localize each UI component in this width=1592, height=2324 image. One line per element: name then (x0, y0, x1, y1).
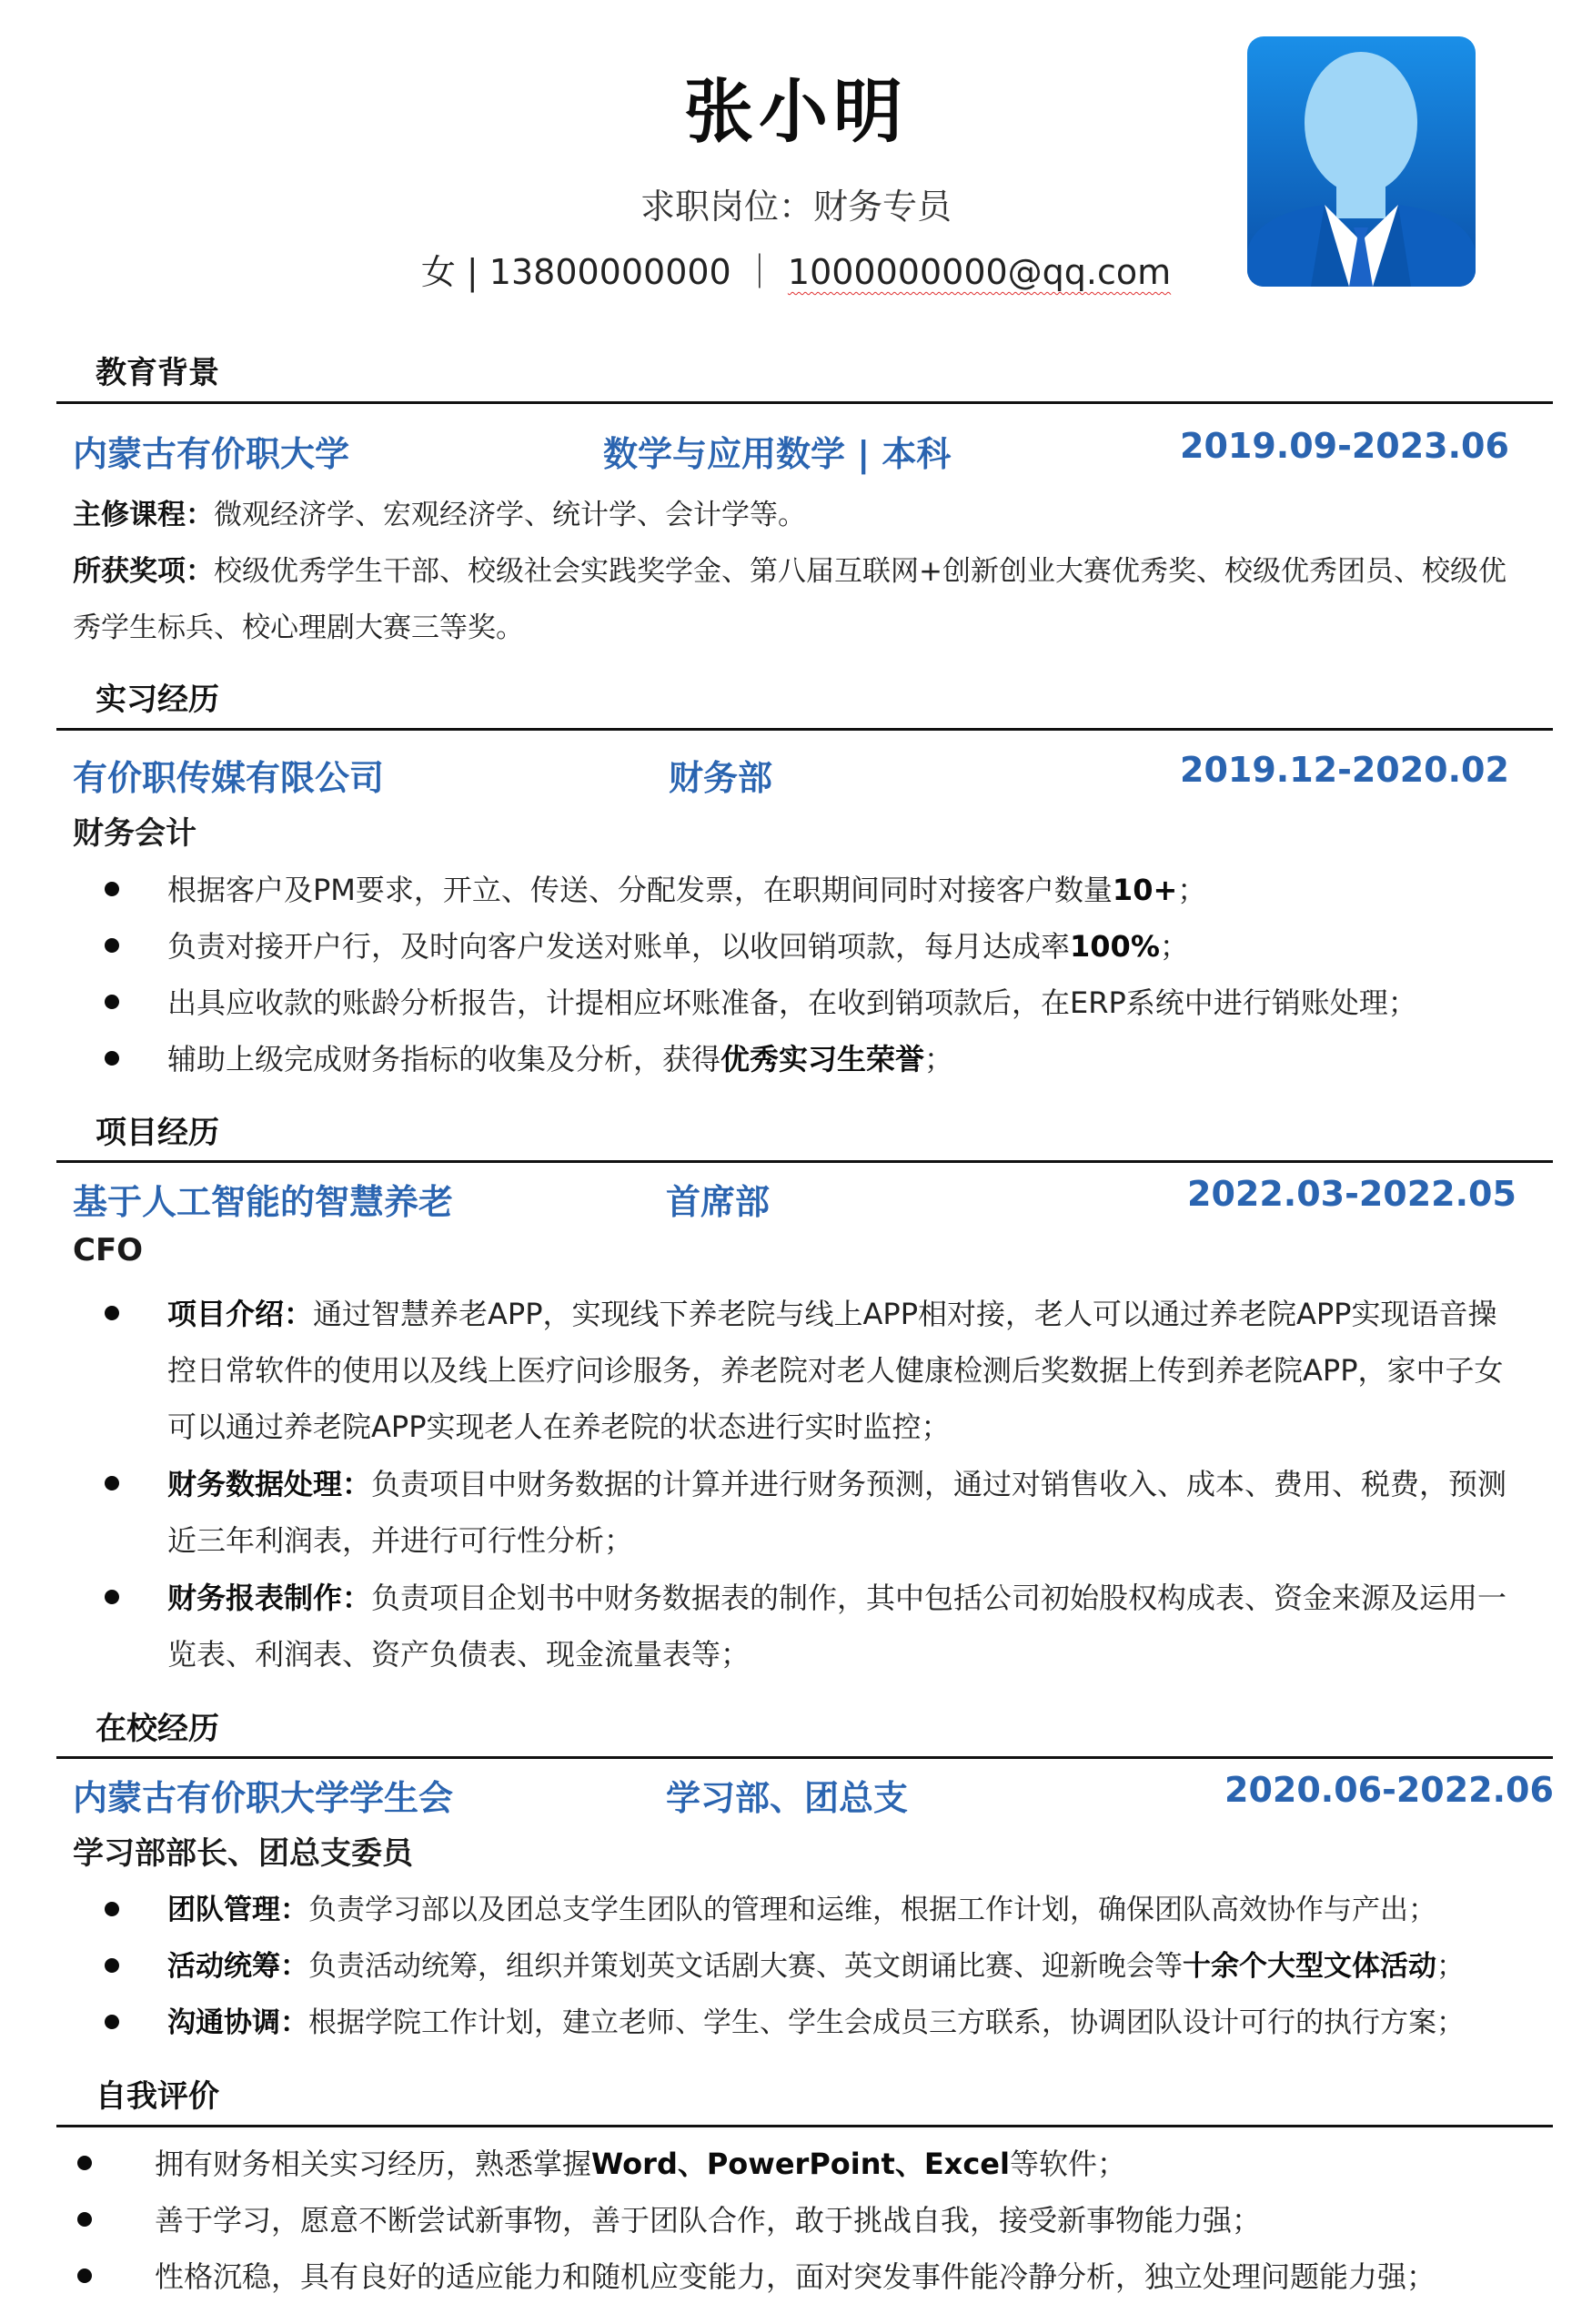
courses-label: 主修课程： (73, 499, 214, 531)
project-role: CFO (73, 1232, 144, 1268)
section-divider (56, 2125, 1553, 2127)
list-item: 辅助上级完成财务指标的收集及分析，获得优秀实习生荣誉； (109, 1031, 1524, 1087)
education-courses (73, 487, 1510, 543)
campus-dept: 学习部、团总支 (666, 1778, 909, 1818)
list-item: 负责对接开户行，及时向客户发送对账单，以收回销项款，每月达成率100%； (109, 918, 1524, 975)
bullet-icon (105, 882, 119, 896)
section-title-project: 项目经历 (96, 1115, 219, 1151)
bullet-icon (77, 2212, 92, 2227)
internship-role: 财务会计 (73, 815, 196, 852)
section-divider (56, 1160, 1553, 1163)
list-item: 财务数据处理：负责项目中财务数据的计算并进行财务预测，通过对销售收入、成本、费用、税费，预测近三年利润表，并进行可行性分析； (109, 1456, 1524, 1569)
project-date: 2022.03-2022.05 (1187, 1174, 1516, 1214)
campus-role: 学习部部长、团总支委员 (73, 1835, 413, 1872)
section-divider (56, 1756, 1553, 1759)
campus-date: 2020.06-2022.06 (1224, 1770, 1554, 1810)
bullet-icon (77, 2156, 92, 2170)
awards-label: 所获奖项： (73, 555, 214, 588)
section-title-self-eval: 自我评价 (96, 2078, 219, 2115)
list-item: 项目介绍：通过智慧养老APP，实现线下养老院与线上APP相对接，老人可以通过养老院APP实现语音操控日常软件的使用以及线上医疗问诊服务，养老院对老人健康检测后奖数据上传到养老院APP，家中子女可以通过养老院APP实现老人在养老院的状态进行实时监控； (109, 1286, 1524, 1455)
list-item: 性格沉稳，具有良好的适应能力和随机应变能力，面对突发事件能冷静分析，独立处理问题能力强； (109, 2248, 1524, 2305)
awards-text: 校级优秀学生干部、校级社会实践奖学金、第八届互联网+创新创业大赛优秀奖、校级优秀团员、校级优秀学生标兵、校心理剧大赛三等奖。 (73, 555, 1506, 644)
internship-dept: 财务部 (669, 758, 773, 798)
internship-date: 2019.12-2020.02 (1180, 750, 1509, 790)
education-school: 内蒙古有价职大学 (73, 434, 350, 474)
courses-text: 微观经济学、宏观经济学、统计学、会计学等。 (214, 499, 806, 531)
section-divider (56, 401, 1553, 404)
project-name: 基于人工智能的智慧养老 (73, 1182, 454, 1222)
bullet-icon (105, 1306, 119, 1320)
list-item: 团队管理：负责学习部以及团总支学生团队的管理和运维，根据工作计划，确保团队高效协作与产出； (109, 1882, 1524, 1938)
list-item: 出具应收款的账龄分析报告，计提相应坏账准备，在收到销项款后，在ERP系统中进行销账处理； (109, 975, 1524, 1031)
list-item: 善于学习，愿意不断尝试新事物，善于团队合作，敢于挑战自我，接受新事物能力强； (109, 2192, 1524, 2248)
section-title-campus: 在校经历 (96, 1711, 219, 1747)
section-title-education: 教育背景 (96, 355, 219, 391)
bullet-icon (105, 938, 119, 953)
project-dept: 首席部 (666, 1182, 771, 1222)
section-divider (56, 728, 1553, 731)
bullet-icon (105, 1958, 119, 1973)
list-item: 活动统筹：负责活动统筹，组织并策划英文话剧大赛、英文朗诵比赛、迎新晚会等十余个大型文体活动； (109, 1938, 1524, 1995)
education-date: 2019.09-2023.06 (1180, 426, 1509, 466)
bullet-icon (105, 1902, 119, 1916)
education-major: 数学与应用数学 | 本科 (603, 434, 952, 474)
job-target: 求职岗位：财务专员 (640, 187, 952, 227)
campus-org: 内蒙古有价职大学学生会 (73, 1778, 454, 1818)
internship-company: 有价职传媒有限公司 (73, 758, 385, 798)
candidate-name: 张小明 (684, 71, 908, 152)
bullet-icon (77, 2268, 92, 2283)
section-title-internship: 实习经历 (96, 682, 219, 718)
list-item: 拥有财务相关实习经历，熟悉掌握Word、PowerPoint、Excel等软件； (109, 2136, 1524, 2192)
contact-gender-phone: 女 | 13800000000 ｜ (420, 252, 788, 292)
list-item: 财务报表制作：负责项目企划书中财务数据表的制作，其中包括公司初始股权构成表、资金来源及运用一览表、利润表、资产负债表、现金流量表等； (109, 1570, 1524, 1682)
bullet-icon (105, 1476, 119, 1490)
list-item: 沟通协调：根据学院工作计划，建立老师、学生、学生会成员三方联系，协调团队设计可行的执行方案； (109, 1995, 1524, 2051)
bullet-icon (105, 2015, 119, 2029)
bullet-icon (105, 1590, 119, 1604)
bullet-icon (105, 1051, 119, 1066)
bullet-icon (105, 995, 119, 1009)
profile-photo (1247, 36, 1476, 287)
education-awards (73, 543, 1510, 656)
contact-email[interactable]: 1000000000@qq.com (787, 252, 1172, 292)
list-item: 根据客户及PM要求，开立、传送、分配发票，在职期间同时对接客户数量10+； (109, 862, 1524, 918)
avatar-silhouette-icon (1247, 36, 1476, 287)
